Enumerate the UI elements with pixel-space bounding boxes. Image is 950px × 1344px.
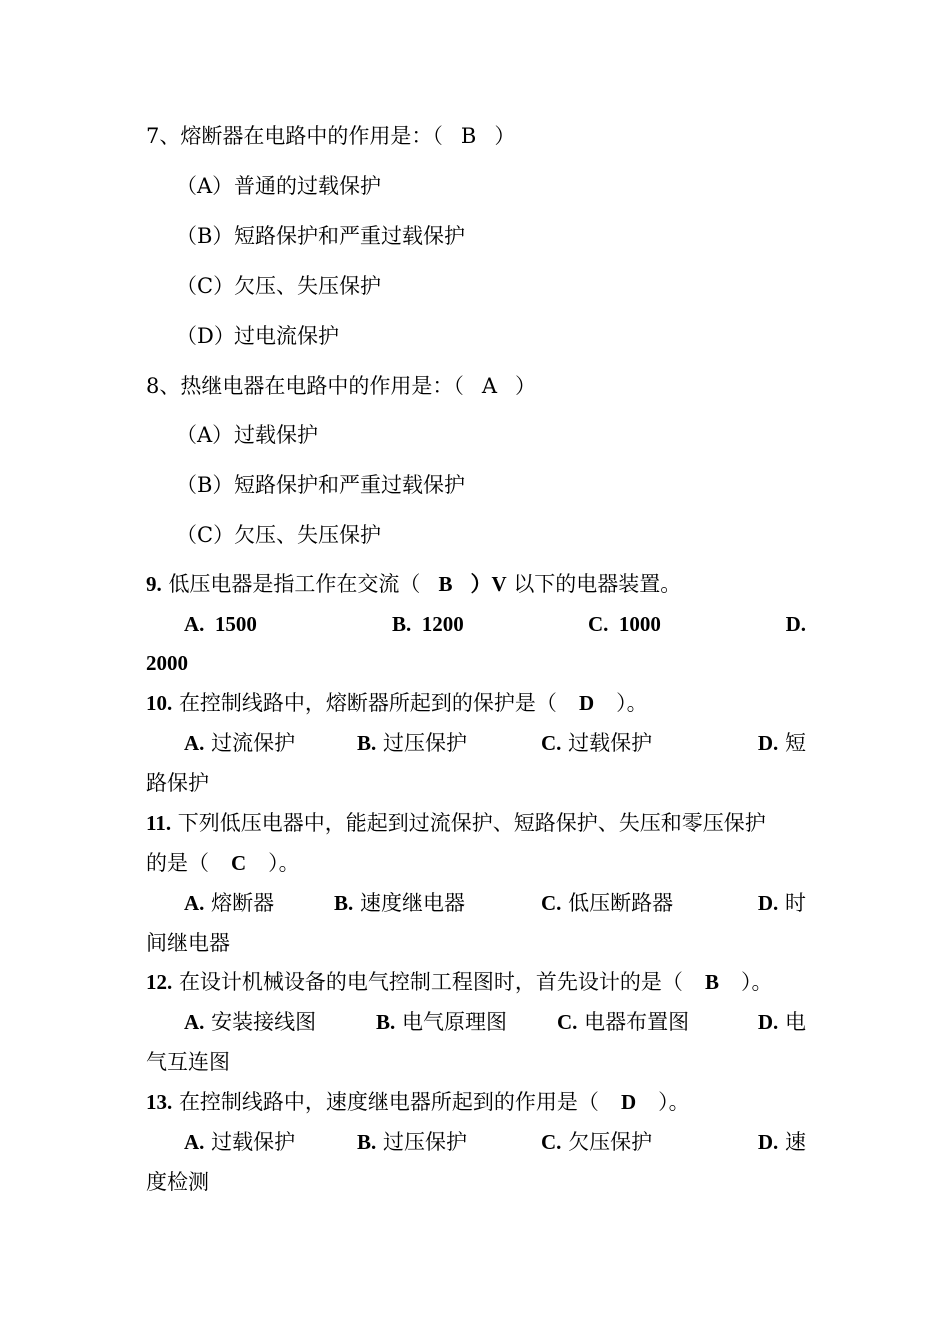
question-13-option-d: D. 速 xyxy=(757,1130,806,1154)
question-11-stem-line2: 的是（ xyxy=(146,851,209,875)
question-7-option-b: （B）短路保护和严重过载保护 xyxy=(176,224,465,248)
question-13-stem: 在控制线路中，速度继电器所起到的作用是（ xyxy=(178,1090,599,1114)
question-10-option-d: D. 短 xyxy=(757,731,806,755)
question-7-close: ） xyxy=(494,124,516,148)
question-8 xyxy=(146,374,536,398)
question-11-close: ）。 xyxy=(268,851,300,875)
question-9-option-d-text: 2000 xyxy=(146,651,188,675)
question-9-option-b: B. 1200 xyxy=(392,612,464,636)
question-10-option-c: C. 过载保护 xyxy=(541,731,653,755)
question-10-close: ）。 xyxy=(616,691,648,715)
question-10-option-d-rest: 路保护 xyxy=(146,771,209,795)
question-12-options xyxy=(146,1010,806,1034)
question-10-answer: D xyxy=(578,691,595,715)
question-12 xyxy=(146,970,772,994)
question-11-line2 xyxy=(146,851,300,875)
question-7-answer: B xyxy=(460,124,477,148)
question-12-option-a: A. 安装接线图 xyxy=(184,1010,317,1034)
question-7-option-c: （C）欠压、失压保护 xyxy=(176,274,381,298)
question-13-close: ）。 xyxy=(658,1090,690,1114)
question-7-option-a: （A）普通的过载保护 xyxy=(176,174,381,198)
question-7-option-d: （D）过电流保护 xyxy=(176,324,339,348)
question-8-answer: A xyxy=(481,374,498,398)
question-9-tail: 以下的电器装置。 xyxy=(513,572,682,596)
question-12-option-d-rest: 气互连图 xyxy=(146,1050,230,1074)
question-9-option-c: C. 1000 xyxy=(588,612,661,636)
question-9-answer: B xyxy=(438,572,453,596)
question-10-option-a: A. 过流保护 xyxy=(184,731,296,755)
question-7-stem: 7、熔断器在电路中的作用是：（ xyxy=(146,124,443,148)
question-8-option-a: （A）过载保护 xyxy=(176,423,318,447)
question-11 xyxy=(146,811,766,835)
question-11-option-a: A. 熔断器 xyxy=(184,891,275,915)
question-9-number: 9. xyxy=(146,572,162,596)
question-12-stem: 在设计机械设备的电气控制工程图时，首先设计的是（ xyxy=(178,970,683,994)
question-11-option-c: C. 低压断路器 xyxy=(541,891,674,915)
question-13-answer: D xyxy=(620,1090,637,1114)
question-12-option-b: B. 电气原理图 xyxy=(376,1010,507,1034)
question-11-stem-line1: 下列低压电器中，能起到过流保护、短路保护、失压和零压保护 xyxy=(177,811,766,835)
question-10-option-b: B. 过压保护 xyxy=(357,731,467,755)
question-13-option-c: C. 欠压保护 xyxy=(541,1130,653,1154)
question-13 xyxy=(146,1090,690,1114)
question-10-number: 10. xyxy=(146,691,173,715)
question-9-unit: ）V xyxy=(470,572,507,596)
question-13-number: 13. xyxy=(146,1090,173,1114)
question-8-close: ） xyxy=(515,374,537,398)
question-11-number: 11. xyxy=(146,811,172,835)
question-13-option-b: B. 过压保护 xyxy=(357,1130,467,1154)
question-11-option-d-rest: 间继电器 xyxy=(146,931,230,955)
question-11-options xyxy=(146,891,806,915)
question-12-answer: B xyxy=(704,970,719,994)
question-13-options xyxy=(146,1130,806,1154)
question-8-option-c: （C）欠压、失压保护 xyxy=(176,523,381,547)
question-9-stem: 低压电器是指工作在交流（ xyxy=(168,572,421,596)
question-12-option-c: C. 电器布置图 xyxy=(557,1010,690,1034)
question-13-option-a: A. 过载保护 xyxy=(184,1130,296,1154)
question-7 xyxy=(146,124,515,148)
question-12-close: ）。 xyxy=(740,970,773,994)
question-9 xyxy=(146,572,681,596)
question-9-option-a: A. 1500 xyxy=(184,612,257,636)
question-10-options xyxy=(146,731,806,755)
question-8-stem: 8、热继电器在电路中的作用是：（ xyxy=(146,374,464,398)
question-10 xyxy=(146,691,648,715)
question-10-stem: 在控制线路中，熔断器所起到的保护是（ xyxy=(178,691,557,715)
question-11-answer: C xyxy=(231,851,247,875)
question-9-option-d-key: D. xyxy=(785,612,806,636)
question-11-option-b: B. 速度继电器 xyxy=(334,891,465,915)
question-12-option-d: D. 电 xyxy=(757,1010,806,1034)
question-12-number: 12. xyxy=(146,970,173,994)
question-11-option-d: D. 时 xyxy=(757,891,806,915)
question-8-option-b: （B）短路保护和严重过载保护 xyxy=(176,473,465,497)
question-13-option-d-rest: 度检测 xyxy=(146,1170,209,1194)
question-9-options xyxy=(146,612,806,636)
